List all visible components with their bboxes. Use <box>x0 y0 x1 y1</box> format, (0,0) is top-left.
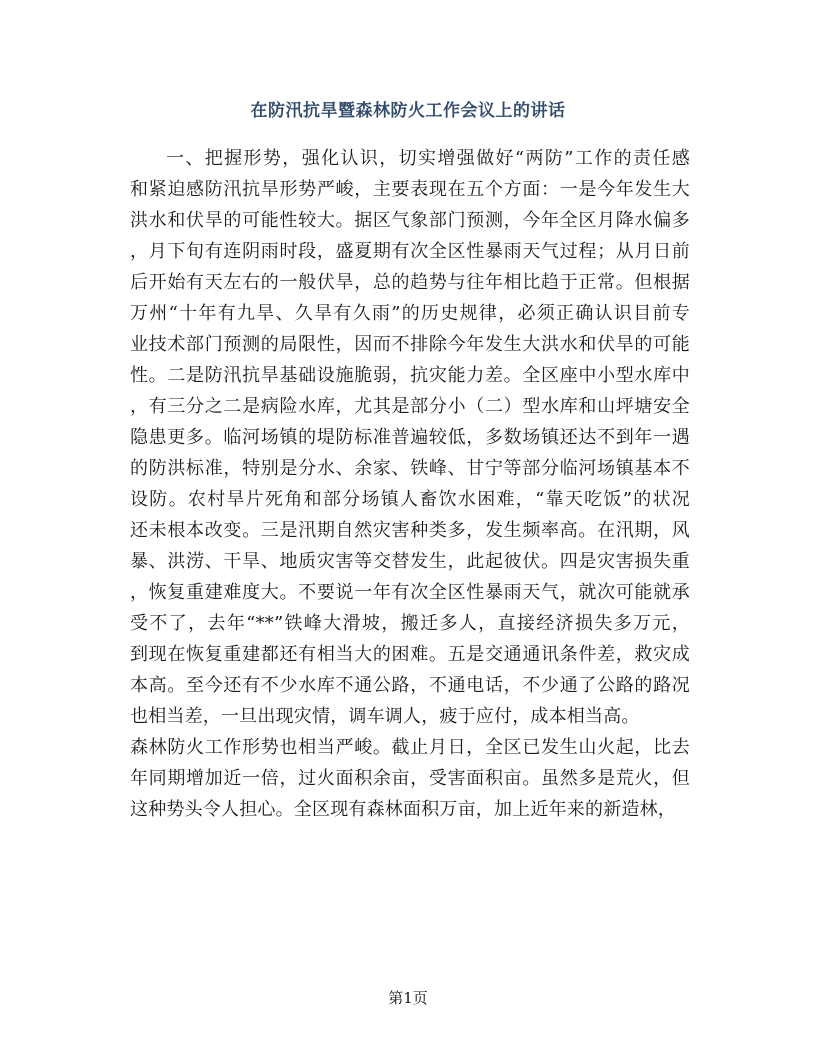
paragraph-line: 设防。农村旱片死角和部分场镇人畜饮水困难，“靠天吃饭”的状况 <box>130 489 690 510</box>
paragraph-line: 年同期增加近一倍，过火面积余亩，受害面积亩。虽然多是荒火，但 <box>130 768 690 789</box>
paragraph-line: ，有三分之二是病险水库，尤其是部分小（二）型水库和山坪塘安全 <box>130 396 690 417</box>
paragraph-line: ，恢复重建难度大。不要说一年有次全区性暴雨天气，就次可能就承 <box>130 582 690 603</box>
paragraph-line: ，月下旬有连阴雨时段，盛夏期有次全区性暴雨天气过程；从月日前 <box>130 241 690 262</box>
paragraph-line: 隐患更多。临河场镇的堤防标准普遍较低，多数场镇还达不到年一遇 <box>130 427 690 448</box>
paragraph-line: 的防洪标准，特别是分水、余家、铁峰、甘宁等部分临河场镇基本不 <box>130 458 690 479</box>
page-number: 第1页 <box>388 989 428 1007</box>
paragraph-line: 洪水和伏旱的可能性较大。据区气象部门预测，今年全区月降水偏多 <box>130 210 690 231</box>
paragraph-line: 业技术部门预测的局限性，因而不排除今年发生大洪水和伏旱的可能 <box>130 334 690 355</box>
paragraph <box>130 143 690 732</box>
paragraph-line: 也相当差，一旦出现灾情，调车调人，疲于应付，成本相当高。 <box>130 706 640 727</box>
paragraph-line: 森林防火工作形势也相当严峻。截止月日，全区已发生山火起，比去 <box>130 737 690 758</box>
paragraph-line: 本高。至今还有不少水库不通公路，不通电话，不少通了公路的路况 <box>130 675 690 696</box>
document-body <box>130 143 690 825</box>
paragraph-line: 受不了，去年“**”铁峰大滑坡，搬迁多人，直接经济损失多万元， <box>130 613 690 634</box>
paragraph-line: 暴、洪涝、干旱、地质灾害等交替发生，此起彼伏。四是灾害损失重 <box>130 551 690 572</box>
paragraph <box>130 732 690 825</box>
paragraph-line: 到现在恢复重建都还有相当大的困难。五是交通通讯条件差，救灾成 <box>130 644 690 665</box>
paragraph-line: 性。二是防汛抗旱基础设施脆弱，抗灾能力差。全区座中小型水库中 <box>130 365 690 386</box>
document-title: 在防汛抗旱暨森林防火工作会议上的讲话 <box>250 101 566 121</box>
paragraph-line: 这种势头令人担心。全区现有森林面积万亩，加上近年来的新造林， <box>130 799 676 820</box>
paragraph-line: 后开始有天左右的一般伏旱，总的趋势与往年相比趋于正常。但根据 <box>130 272 690 293</box>
paragraph-line: 万州“十年有九旱、久旱有久雨”的历史规律，必须正确认识目前专 <box>130 303 690 324</box>
paragraph-line: 一、把握形势，强化认识，切实增强做好“两防”工作的责任感 <box>166 148 690 169</box>
paragraph-line: 和紧迫感防汛抗旱形势严峻，主要表现在五个方面：一是今年发生大 <box>130 179 690 200</box>
paragraph-line: 还未根本改变。三是汛期自然灾害种类多，发生频率高。在汛期，风 <box>130 520 690 541</box>
